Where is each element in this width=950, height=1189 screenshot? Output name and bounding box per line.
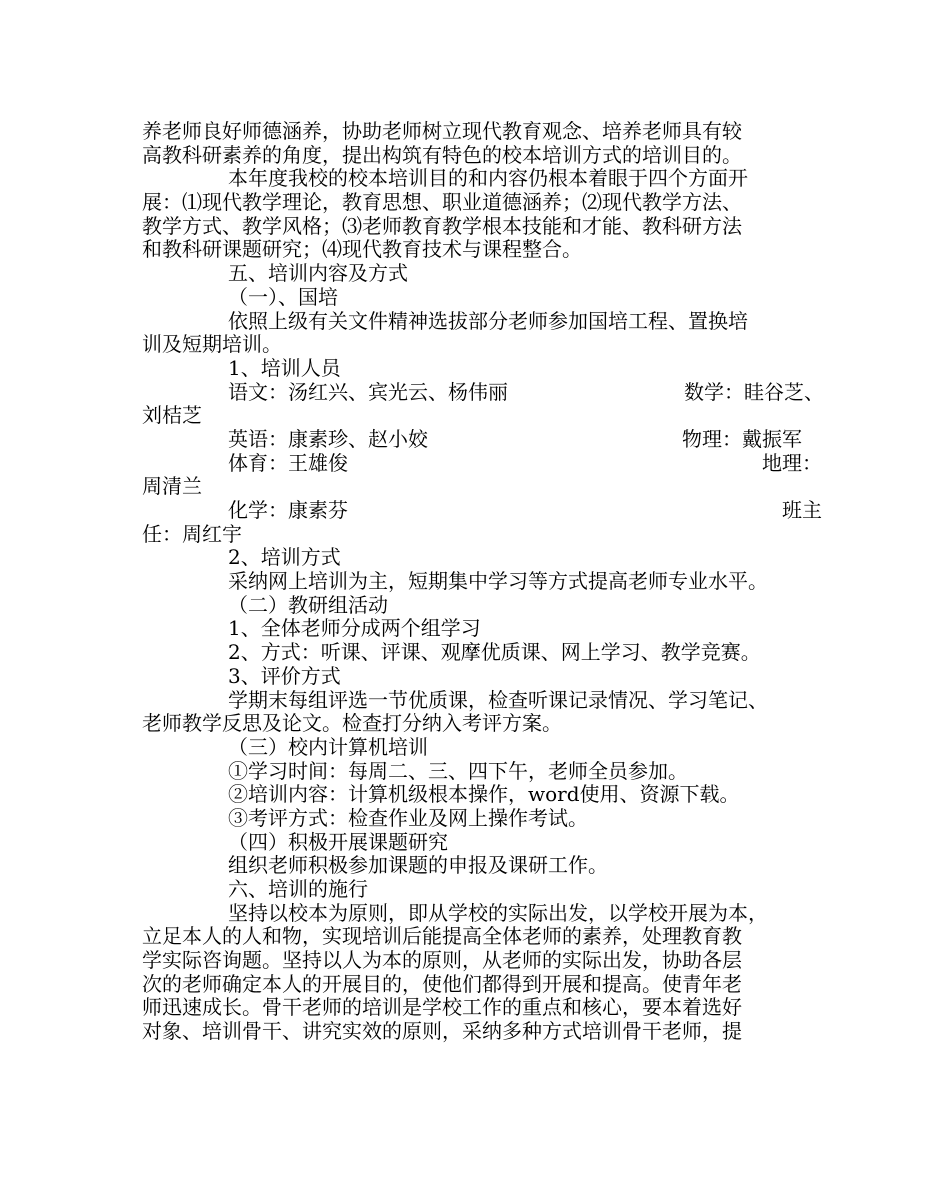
list-item: ③考评方式：检查作业及网上操作考试。 <box>228 805 588 830</box>
subsection-heading: （三）校内计算机培训 <box>228 734 428 759</box>
staff-continuation: 刘桔芝 <box>142 403 202 428</box>
staff-subject-left: 语文：汤红兴、宾光云、杨伟丽 <box>228 379 508 404</box>
subsection-heading: （一）、国培 <box>228 284 338 309</box>
list-item: 2、培训方式 <box>228 545 341 570</box>
list-item: 2、方式：听课、评课、观摩优质课、网上学习、教学竞赛。 <box>228 640 761 665</box>
list-item: ①学习时间：每周二、三、四下午，老师全员参加。 <box>228 758 688 783</box>
text-line: 本年度我校的校本培训目的和内容仍根本着眼于四个方面开 <box>228 166 748 191</box>
staff-row <box>142 428 832 452</box>
text-line: 坚持以校本为原则，即从学校的实际出发，以学校开展为本， <box>228 900 768 925</box>
list-item: 1、全体老师分成两个组学习 <box>228 616 481 641</box>
text-line: 养老师良好师德涵养，协助老师树立现代教育观念、培养老师具有较 <box>142 119 742 143</box>
staff-subject-right: 数学：眭谷芝、 <box>684 379 824 404</box>
staff-subject-left: 体育：王雄俊 <box>228 450 348 475</box>
text-line: 师迅速成长。骨干老师的培训是学校工作的重点和核心，要本着选好 <box>142 995 742 1020</box>
staff-row <box>142 381 832 405</box>
section-heading: 五、培训内容及方式 <box>228 261 408 286</box>
subsection-heading: （四）积极开展课题研究 <box>228 829 448 854</box>
text-line: 老师教学反思及论文。检查打分纳入考评方案。 <box>142 711 562 736</box>
staff-continuation: 任：周红宇 <box>142 521 242 546</box>
staff-subject-left: 化学：康素芬 <box>228 498 348 522</box>
list-item: 3、评价方式 <box>228 663 341 688</box>
list-item: ②培训内容：计算机级根本操作，word使用、资源下载。 <box>228 782 740 807</box>
section-heading: 六、培训的施行 <box>228 877 368 901</box>
subsection-heading: （二）教研组活动 <box>228 592 388 617</box>
text-line: 组织老师积极参加课题的申报及课研工作。 <box>228 853 608 878</box>
list-item: 1、培训人员 <box>228 355 341 380</box>
staff-subject-right: 物理：戴振军 <box>682 426 802 451</box>
text-line: 依照上级有关文件精神选拔部分老师参加国培工程、置换培 <box>228 308 748 333</box>
text-line: 学实际咨询题。坚持以人为本的原则，从老师的实际出发，协助各层 <box>142 948 742 973</box>
staff-row <box>142 452 832 476</box>
text-line: 学期末每组评选一节优质课，检查听课记录情况、学习笔记、 <box>228 687 768 712</box>
staff-subject-right: 地理： <box>762 450 822 475</box>
text-line: 采纳网上培训为主，短期集中学习等方式提高老师专业水平。 <box>228 569 768 594</box>
document-page <box>142 120 832 1044</box>
text-line: 高教科研素养的角度，提出构筑有特色的校本培训方式的培训目的。 <box>142 142 742 167</box>
staff-subject-left: 英语：康素珍、赵小姣 <box>228 426 428 451</box>
text-line: 和教科研课题研究；⑷现代教育技术与课程整合。 <box>142 237 582 262</box>
text-line: 对象、培训骨干、讲究实效的原则，采纳多种方式培训骨干老师，提 <box>142 1019 742 1044</box>
text-line: 次的老师确定本人的开展目的，使他们都得到开展和提高。使青年老 <box>142 971 742 996</box>
text-line: 教学方式、教学风格；⑶老师教育教学根本技能和才能、教科研方法 <box>142 213 742 238</box>
staff-subject-right: 班主 <box>782 498 822 522</box>
text-line: 立足本人的人和物，实现培训后能提高全体老师的素养，处理教育教 <box>142 924 742 949</box>
staff-row <box>142 499 832 523</box>
staff-continuation: 周清兰 <box>142 474 202 499</box>
text-line: 训及短期培训。 <box>142 332 282 357</box>
text-line: 展：⑴现代教学理论，教育思想、职业道德涵养；⑵现代教学方法、 <box>142 190 742 215</box>
